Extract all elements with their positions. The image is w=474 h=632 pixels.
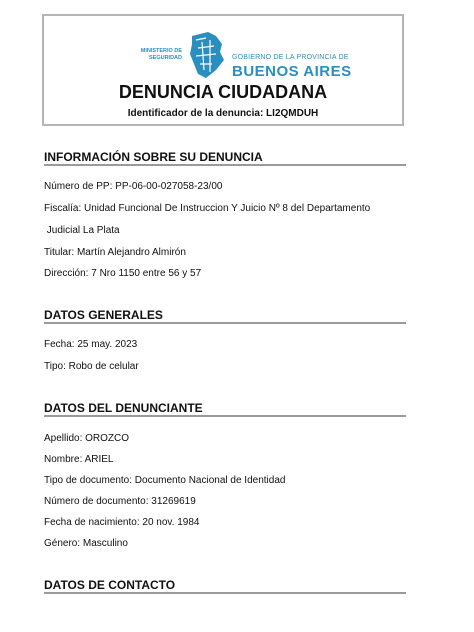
section-title-denunciante: DATOS DEL DENUNCIANTE: [44, 401, 203, 415]
complaint-identifier: Identificador de la denuncia: LI2QMDUH: [127, 108, 319, 119]
apellido: Apellido: OROZCO: [44, 433, 130, 444]
document-title: DENUNCIA CIUDADANA: [118, 82, 328, 102]
government-line-2: BUENOS AIRES: [232, 63, 352, 80]
logos: [136, 30, 366, 90]
section-divider: [44, 322, 406, 324]
fecha-nacimiento: Fecha de nacimiento: 20 nov. 1984: [44, 517, 200, 528]
province-map-icon: [186, 30, 226, 80]
section-divider: [44, 164, 406, 166]
ministry-line-1: MINISTERIO DE: [140, 48, 182, 54]
section-title-info: INFORMACIÓN SOBRE SU DENUNCIA: [44, 150, 263, 164]
genero: Género: Masculino: [44, 538, 128, 549]
numero-documento: Número de documento: 31269619: [44, 496, 196, 507]
ministry-line-2: SEGURIDAD: [148, 55, 182, 61]
pp-number: Número de PP: PP-06-00-027058-23/00: [44, 181, 223, 192]
fiscalia-line-2: Judicial La Plata: [44, 225, 120, 236]
government-line-1: GOBIERNO DE LA PROVINCIA DE: [232, 54, 349, 61]
ministry-logo-text: [136, 48, 182, 62]
fecha: Fecha: 25 may. 2023: [44, 339, 138, 350]
section-title-general: DATOS GENERALES: [44, 308, 163, 322]
fiscalia-line-1: Fiscalía: Unidad Funcional De Instruccion Y Juicio Nº 8 del Departamento: [44, 203, 371, 214]
section-divider: [44, 592, 406, 594]
document-header: [42, 14, 404, 126]
section-divider: [44, 415, 406, 417]
nombre: Nombre: ARIEL: [44, 454, 114, 465]
tipo-documento: Tipo de documento: Documento Nacional de Identidad: [44, 475, 286, 486]
tipo: Tipo: Robo de celular: [44, 361, 139, 372]
direccion: Dirección: 7 Nro 1150 entre 56 y 57: [44, 268, 202, 279]
section-title-contacto: DATOS DE CONTACTO: [44, 578, 176, 592]
titular: Titular: Martín Alejandro Almirón: [44, 247, 186, 258]
